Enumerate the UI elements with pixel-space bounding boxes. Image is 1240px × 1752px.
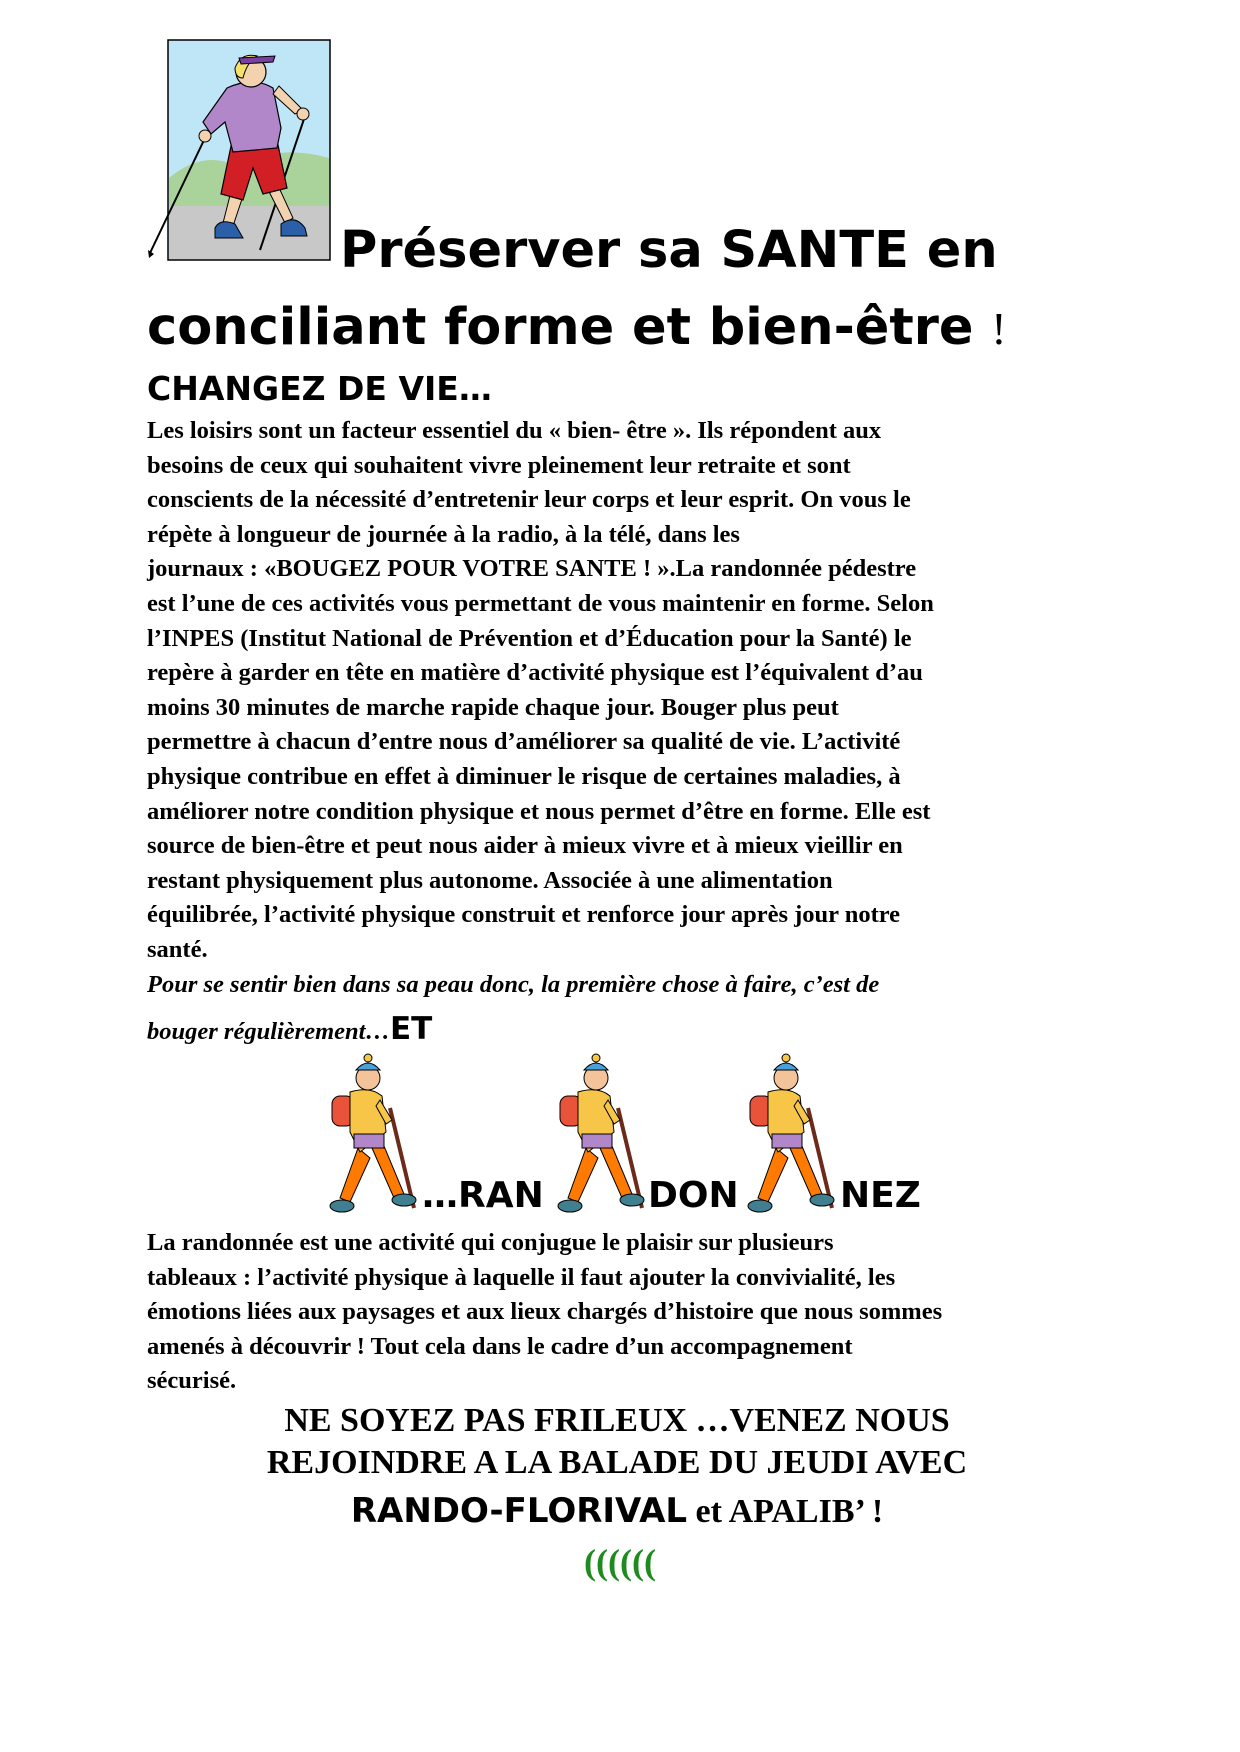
second-line: émotions liées aux paysages et aux lieux chargés d’histoire que nous sommes: [147, 1298, 943, 1326]
intro-paragraph: [147, 414, 1107, 1050]
intro-line: permettre à chacun d’entre nous d’améliorer sa qualité de vie. L’activité: [147, 728, 901, 756]
intro-line: repère à garder en tête en matière d’activité physique est l’équivalent d’au: [147, 659, 923, 687]
rando-word-2: DON: [648, 1175, 739, 1216]
hiker-illustration: [548, 1048, 653, 1218]
intro-line: santé.: [147, 935, 208, 963]
italic-line-2: [147, 1012, 1107, 1050]
rando-word-3: NEZ: [840, 1175, 921, 1216]
hikers-row: [0, 1048, 1240, 1228]
subtitle: CHANGEZ DE VIE…: [147, 369, 492, 408]
intro-line: conscients de la nécessité d’entretenir leur corps et leur esprit. On vous le: [147, 486, 911, 514]
second-line: amenés à découvrir ! Tout cela dans le cadre d’un accompagnement: [147, 1332, 853, 1360]
hiker-illustration: [738, 1048, 843, 1218]
rando-word-1: …RAN: [422, 1175, 544, 1216]
title-line-2-text: conciliant forme et bien-être: [147, 298, 974, 357]
decorative-parens: ((((((: [584, 1542, 656, 1582]
title-line-2: [147, 290, 1107, 367]
intro-line: physique contribue en effet à diminuer le risque de certaines maladies, à: [147, 762, 901, 790]
hiker-illustration: [320, 1048, 425, 1218]
second-line: tableaux : l’activité physique à laquelle il faut ajouter la convivialité, les: [147, 1263, 896, 1291]
nordic-walker-illustration: [145, 38, 335, 266]
italic-line-1: Pour se sentir bien dans sa peau donc, la première chose à faire, c’est de: [147, 970, 880, 998]
second-line: sécurisé.: [147, 1367, 237, 1395]
intro-line: Les loisirs sont un facteur essentiel du « bien- être ». Ils répondent aux: [147, 417, 882, 444]
cta-line-2: REJOINDRE A LA BALADE DU JEUDI AVEC: [266, 1444, 968, 1481]
cta-line-1: NE SOYEZ PAS FRILEUX …VENEZ NOUS: [284, 1402, 950, 1439]
intro-line: améliorer notre condition physique et nous permet d’être en forme. Elle est: [147, 797, 931, 825]
intro-line: source de bien-être et peut nous aider à mieux vivre et à mieux vieillir en: [147, 832, 903, 860]
et-word: ET: [389, 1011, 433, 1048]
italic-line-2-text: bouger régulièrement…: [147, 1018, 390, 1046]
intro-line: journaux : «BOUGEZ POUR VOTRE SANTE ! ».La randonnée pédestre: [147, 555, 917, 583]
intro-line: besoins de ceux qui souhaitent vivre pleinement leur retraite et sont: [147, 451, 851, 479]
intro-line: est l’une de ces activités vous permettant de vous maintenir en forme. Selon: [147, 589, 934, 617]
intro-line: équilibrée, l’activité physique construit et renforce jour après jour notre: [147, 901, 901, 929]
brand-name: RANDO-FLORIVAL: [350, 1491, 688, 1531]
title-exclamation: !: [991, 303, 1007, 354]
intro-line: moins 30 minutes de marche rapide chaque jour. Bouger plus peut: [147, 693, 839, 721]
second-line: La randonnée est une activité qui conjugue le plaisir sur plusieurs: [147, 1229, 834, 1256]
intro-line: l’INPES (Institut National de Prévention et d’Éducation pour la Santé) le: [147, 624, 912, 652]
cta-tail: et APALIB’ !: [687, 1493, 884, 1530]
intro-line: répète à longueur de journée à la radio, à la télé, dans les: [147, 520, 740, 548]
second-paragraph: [147, 1226, 1107, 1399]
title-line-1: Préserver sa SANTE en: [340, 221, 998, 280]
intro-line: restant physiquement plus autonome. Associée à une alimentation: [147, 866, 833, 894]
cta-line-3: [147, 1486, 1087, 1537]
